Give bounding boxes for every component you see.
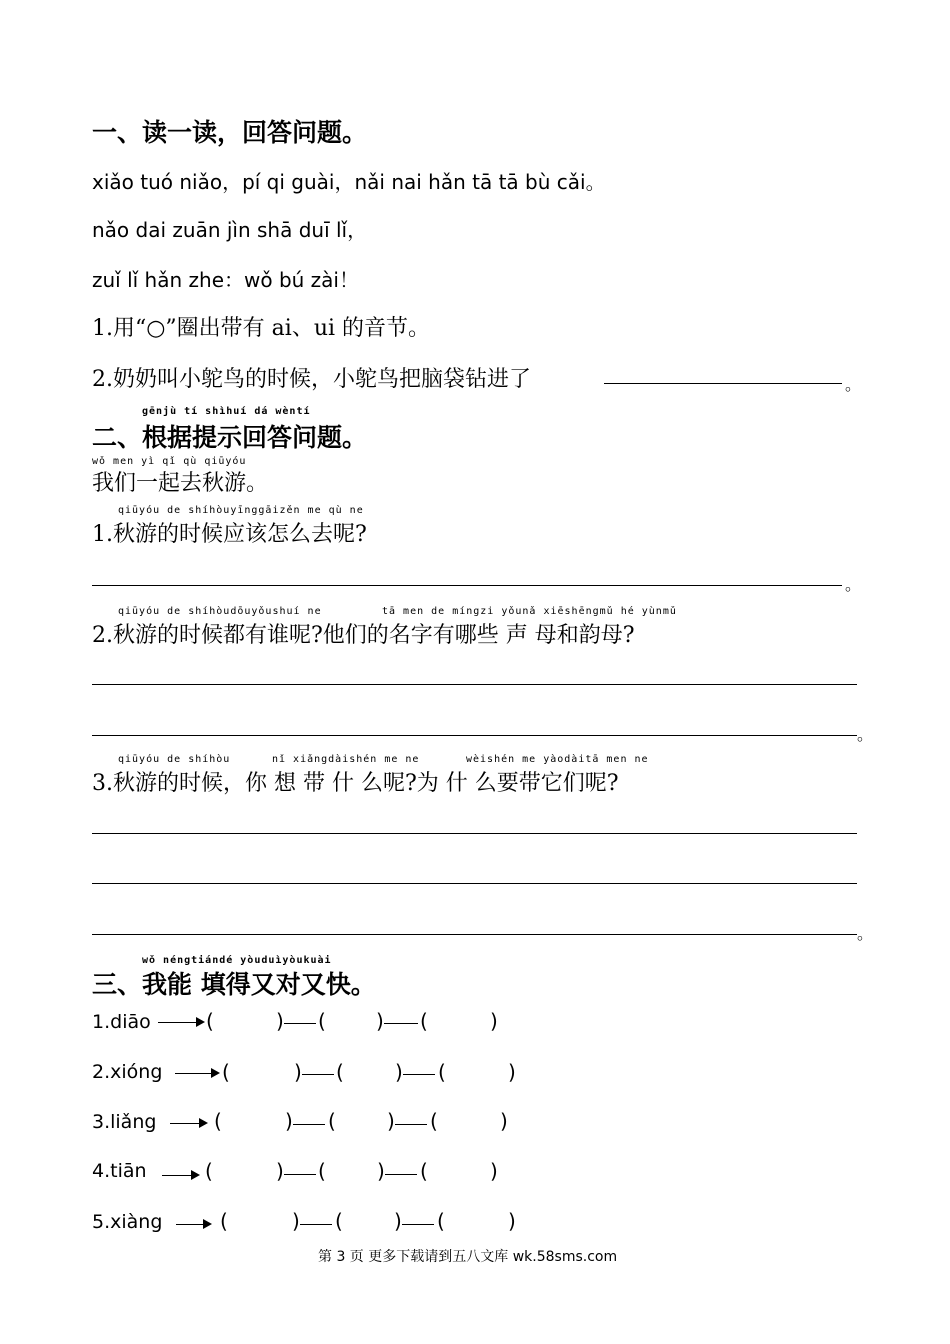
q3-pinyin-c: wèishén me yàodàitā men ne	[466, 754, 649, 765]
row-label-3: 3.liǎng	[92, 1111, 157, 1133]
section2-question-2: 2.秋游的时候都有谁呢?他们的名字有哪些 声 母和韵母?	[92, 623, 635, 648]
paren-open-5c[interactable]: (	[437, 1209, 445, 1233]
arrow-1	[158, 1022, 197, 1023]
end-mark-s2q3: 。	[857, 924, 874, 943]
end-mark-s1q2: 。	[845, 375, 862, 394]
paren-close-4b[interactable]: )	[377, 1159, 385, 1183]
paren-open-2b[interactable]: (	[336, 1060, 344, 1084]
row-label-1: 1.diāo	[92, 1011, 151, 1033]
dash-3a	[293, 1124, 325, 1125]
paren-open-3c[interactable]: (	[430, 1109, 438, 1133]
pinyin-line-2: nǎo dai zuān jìn shā duī lǐ，	[92, 218, 368, 242]
section1-question-1: 1.用“○”圈出带有 ai、ui 的音节。	[92, 316, 431, 341]
dash-2a	[302, 1074, 334, 1075]
paren-close-1a[interactable]: )	[276, 1009, 284, 1033]
arrowhead-3	[199, 1118, 208, 1128]
paren-close-3c[interactable]: )	[500, 1109, 508, 1133]
fill-row-3	[92, 1111, 156, 1133]
answer-line-s2q3-2[interactable]	[92, 883, 857, 884]
arrow-3	[170, 1123, 200, 1124]
page-footer: 第 3 页 更多下载请到五八文库 wk.58sms.com	[318, 1249, 618, 1265]
section3-title-pinyin: wǒ néngtiándé yòuduìyòukuài	[142, 955, 332, 966]
intro-pinyin: wǒ men yì qǐ qù qiūyóu	[92, 456, 247, 467]
section2-question-3: 3.秋游的时候，你 想 带 什 么呢?为 什 么要带它们呢?	[92, 771, 619, 796]
paren-close-5a[interactable]: )	[292, 1209, 300, 1233]
pinyin-line-1: xiǎo tuó niǎo，pí qi guài，nǎi nai hǎn tā tā bù cǎi。	[92, 170, 606, 194]
dash-5a	[300, 1224, 332, 1225]
fill-row-5	[92, 1211, 162, 1233]
paren-open-5a[interactable]: (	[220, 1209, 228, 1233]
paren-open-2c[interactable]: (	[438, 1060, 446, 1084]
section1-title: 一、读一读，回答问题。	[92, 118, 368, 147]
paren-open-2a[interactable]: (	[222, 1060, 230, 1084]
dash-5b	[402, 1224, 434, 1225]
section2-title-pinyin: gēnjù tí shìhuí dá wèntí	[142, 406, 311, 417]
paren-open-4b[interactable]: (	[318, 1159, 326, 1183]
answer-line-s1q2[interactable]	[604, 383, 842, 384]
paren-open-3a[interactable]: (	[214, 1109, 222, 1133]
answer-line-s2q1[interactable]	[92, 585, 842, 586]
end-mark-s2q1: 。	[845, 575, 862, 594]
paren-close-4c[interactable]: )	[490, 1159, 498, 1183]
paren-open-4a[interactable]: (	[205, 1159, 213, 1183]
row-label-5: 5.xiàng	[92, 1211, 163, 1233]
paren-close-1b[interactable]: )	[376, 1009, 384, 1033]
paren-open-1c[interactable]: (	[420, 1009, 428, 1033]
section2-title: 二、根据提示回答问题。	[92, 423, 368, 452]
answer-line-s2q3-3[interactable]	[92, 934, 857, 935]
paren-close-5b[interactable]: )	[394, 1209, 402, 1233]
arrow-4	[162, 1175, 192, 1176]
arrow-5	[176, 1224, 204, 1225]
end-mark-s2q2: 。	[857, 725, 874, 744]
row-label-4: 4.tiān	[92, 1160, 147, 1182]
dash-1b	[384, 1023, 418, 1024]
answer-line-s2q3-1[interactable]	[92, 833, 857, 834]
fill-row-1	[92, 1011, 151, 1033]
paren-open-4c[interactable]: (	[420, 1159, 428, 1183]
paren-close-2b[interactable]: )	[395, 1060, 403, 1084]
section2-question-1: 1.秋游的时候应该怎么去呢?	[92, 522, 367, 547]
paren-open-3b[interactable]: (	[328, 1109, 336, 1133]
paren-close-2a[interactable]: )	[294, 1060, 302, 1084]
paren-close-2c[interactable]: )	[508, 1060, 516, 1084]
q3-pinyin-a: qiūyóu de shíhòu	[118, 754, 231, 765]
dash-1a	[284, 1023, 316, 1024]
paren-close-4a[interactable]: )	[276, 1159, 284, 1183]
paren-close-1c[interactable]: )	[490, 1009, 498, 1033]
answer-line-s2q2-2[interactable]	[92, 735, 857, 736]
intro-text: 我们一起去秋游。	[92, 471, 269, 496]
paren-open-5b[interactable]: (	[335, 1209, 343, 1233]
dash-4b	[385, 1174, 417, 1175]
paren-open-1a[interactable]: (	[206, 1009, 214, 1033]
row-label-2: 2.xióng	[92, 1061, 163, 1083]
paren-close-5c[interactable]: )	[508, 1209, 516, 1233]
arrowhead-1	[196, 1017, 205, 1027]
arrowhead-4	[191, 1170, 200, 1180]
arrow-2	[175, 1073, 212, 1074]
paren-close-3b[interactable]: )	[387, 1109, 395, 1133]
q2-pinyin-b: tā men de míngzi yǒunǎ xiēshēngmǔ hé yùnmǔ	[382, 606, 677, 617]
q2-pinyin-a: qiūyóu de shíhòudōuyǒushuí ne	[118, 606, 322, 617]
paren-open-1b[interactable]: (	[318, 1009, 326, 1033]
pinyin-line-3: zuǐ lǐ hǎn zhe：wǒ bú zài！	[92, 268, 359, 292]
paren-close-3a[interactable]: )	[285, 1109, 293, 1133]
dash-4a	[284, 1174, 316, 1175]
dash-3b	[395, 1124, 427, 1125]
fill-row-2	[92, 1061, 162, 1083]
arrowhead-5	[203, 1219, 212, 1229]
answer-line-s2q2-1[interactable]	[92, 684, 857, 685]
q1-pinyin: qiūyóu de shíhòuyīnggāizěn me qù ne	[118, 505, 364, 516]
dash-2b	[403, 1074, 435, 1075]
q3-pinyin-b: nǐ xiǎngdàishén me ne	[272, 754, 420, 765]
fill-row-4	[92, 1160, 147, 1182]
section1-question-2: 2.奶奶叫小鸵鸟的时候，小鸵鸟把脑袋钻进了	[92, 367, 531, 392]
section3-title: 三、我能 填得又对又快。	[92, 970, 376, 999]
arrowhead-2	[211, 1068, 220, 1078]
